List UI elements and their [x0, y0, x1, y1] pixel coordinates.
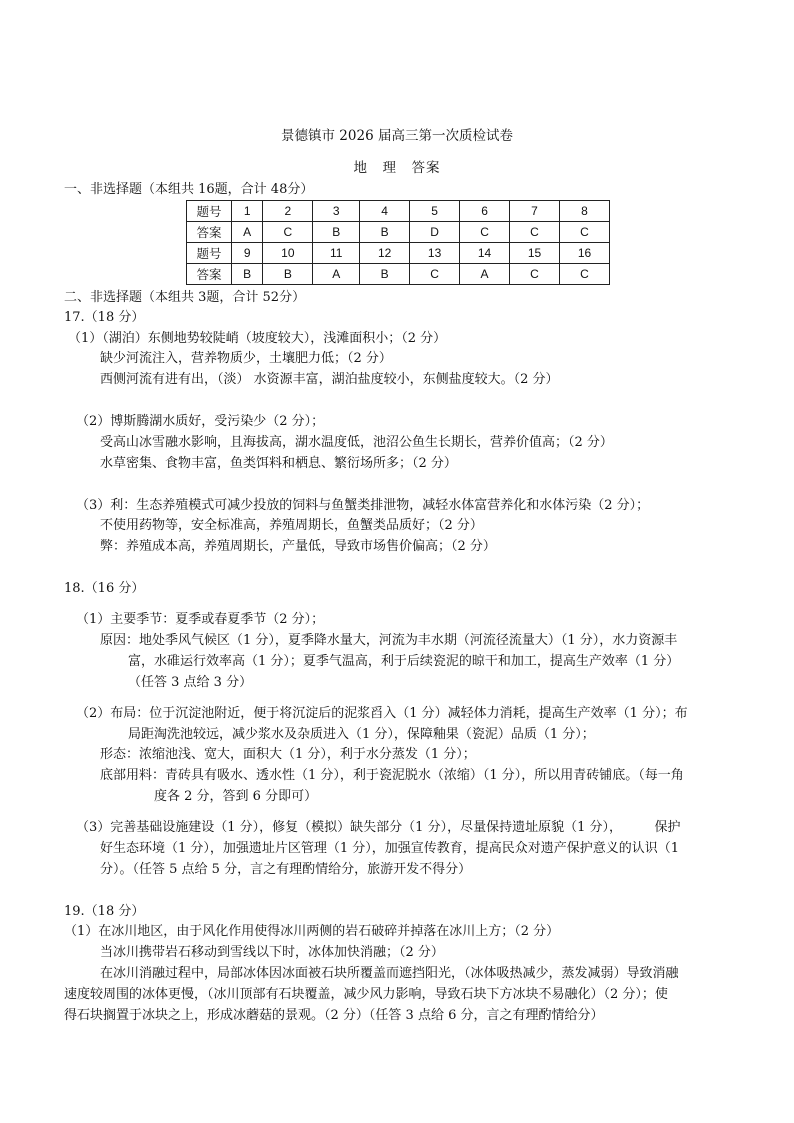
- table-cell: B: [232, 264, 263, 285]
- table-cell: A: [460, 264, 510, 285]
- q18-part1-line3: 富，水碓运行效率高（1 分）；夏季气温高，利于后续瓷泥的晾干和加工，提高生产效率（1 分）: [128, 654, 680, 669]
- table-cell: 2: [263, 201, 313, 222]
- table-cell: 13: [410, 243, 460, 264]
- q17-part1-line2: 缺少河流注入，营养物质少，土壤肥力低；（2 分）: [100, 351, 392, 366]
- q18-part2-line4: 底部用料：青砖具有吸水、透水性（1 分），利于瓷泥脱水（浓缩）（1 分），所以用青砖铺底。（每一角: [100, 768, 684, 783]
- table-cell: 5: [410, 201, 460, 222]
- table-cell: 8: [559, 201, 609, 222]
- q17-part3-line1: （3）利：生态养殖模式可减少投放的饲料与鱼蟹类排泄物，减轻水体富营养化和水体污染（2 分）；: [76, 498, 650, 513]
- table-cell: C: [559, 222, 609, 243]
- q17-part2-line3: 水草密集、食物丰富，鱼类饵料和栖息、繁衍场所多；（2 分）: [100, 456, 457, 471]
- table-header-answer: 答案: [187, 264, 232, 285]
- table-row-question-2: [187, 243, 610, 264]
- table-cell: B: [263, 264, 313, 285]
- table-cell: 6: [460, 201, 510, 222]
- table-header-answer: 答案: [187, 222, 232, 243]
- table-cell: 16: [559, 243, 609, 264]
- table-cell: B: [360, 222, 410, 243]
- q19-heading: 19.（18 分）: [64, 904, 145, 919]
- table-row-question-1: [187, 201, 610, 222]
- q17-part2-line1: （2）博斯腾湖水质好，受污染少（2 分）；: [76, 414, 325, 429]
- q17-part3-line3: 弊：养殖成本高，养殖周期长，产量低，导致市场售价偏高；（2 分）: [100, 539, 496, 554]
- table-row-answer-2: [187, 264, 610, 285]
- table-cell: D: [410, 222, 460, 243]
- table-cell: C: [460, 222, 510, 243]
- q18-part1-line2: 原因：地处季风气候区（1 分），夏季降水量大，河流为丰水期（河流径流量大）（1 分），水力资源丰: [100, 633, 678, 648]
- q19-part1-line2: 当冰川携带岩石移动到雪线以下时，冰体加快消融；（2 分）: [100, 945, 444, 960]
- q18-part2-line1: （2）布局：位于沉淀池附近，便于将沉淀后的泥浆舀入（1 分）减轻体力消耗，提高生产效率（1 分）；布: [76, 706, 688, 721]
- q17-part1-line3: 西侧河流有进有出，（淡） 水资源丰富，湖泊盐度较小，东侧盐度较大。（2 分）: [100, 372, 559, 387]
- table-cell: 1: [232, 201, 263, 222]
- q19-part1-line5: 得石块搁置于冰块之上，形成冰蘑菇的景观。（2 分）（任答 3 点给 6 分，言之有理酌情给分）: [64, 1008, 604, 1023]
- table-cell: 3: [313, 201, 360, 222]
- q18-part2-line3: 形态：浓缩池浅、宽大，面积大（1 分），利于水分蒸发（1 分）；: [100, 747, 476, 762]
- table-cell: 9: [232, 243, 263, 264]
- table-cell: C: [410, 264, 460, 285]
- table-cell: A: [232, 222, 263, 243]
- table-header-question: 题号: [187, 243, 232, 264]
- table-cell: 4: [360, 201, 410, 222]
- table-cell: 14: [460, 243, 510, 264]
- q17-part2-line2: 受高山冰雪融水影响，且海拔高，湖水温度低，池沼公鱼生长期长，营养价值高；（2 分）: [100, 435, 613, 450]
- q17-part1-line1: （1）（湖泊）东侧地势较陡峭（坡度较大），浅滩面积小；（2 分）: [68, 331, 447, 346]
- table-cell: 12: [360, 243, 410, 264]
- q19-part1-line4: 速度较周围的冰体更慢，（冰川顶部有石块覆盖，减少风力影响，导致石块下方冰块不易融化）（2 分）；使: [64, 987, 668, 1002]
- table-cell: 7: [510, 201, 560, 222]
- q18-part3-line2: 好生态环境（1 分），加强遗址片区管理（1 分），加强宣传教育，提高民众对遗产保护意义的认识（1: [100, 841, 680, 856]
- table-cell: C: [263, 222, 313, 243]
- q18-part3-line3: 分）。（任答 5 点给 5 分，言之有理酌情给分，旅游开发不得分）: [100, 862, 472, 877]
- q17-heading: 17.（18 分）: [64, 310, 145, 325]
- page-subtitle: 地 理 答案: [353, 160, 441, 176]
- table-row-answer-1: [187, 222, 610, 243]
- table-cell: B: [360, 264, 410, 285]
- table-cell: C: [510, 222, 560, 243]
- q18-part2-line2: 局距淘洗池较远，减少浆水及杂质进入（1 分），保障釉果（瓷泥）品质（1 分）；: [128, 727, 595, 742]
- q18-heading: 18.（16 分）: [64, 581, 145, 596]
- table-cell: A: [313, 264, 360, 285]
- table-cell: C: [559, 264, 609, 285]
- table-cell: B: [313, 222, 360, 243]
- section-2-heading: 二、非选择题（本组共 3题，合计 52分）: [64, 290, 306, 305]
- q18-part3-line1: （3）完善基础设施建设（1 分），修复（模拟）缺失部分（1 分），尽量保持遗址原貌（1 分）， 保护: [76, 820, 681, 835]
- q18-part1-line1: （1）主要季节：夏季或春夏季节（2 分）；: [76, 612, 325, 627]
- q18-part1-line4: （任答 3 点给 3 分）: [128, 675, 253, 690]
- page-title: 景德镇市 2026 届高三第一次质检试卷: [281, 128, 513, 144]
- table-cell: 11: [313, 243, 360, 264]
- q19-part1-line1: （1）在冰川地区，由于风化作用使得冰川两侧的岩石破碎并掉落在冰川上方；（2 分）: [64, 924, 560, 939]
- table-header-question: 题号: [187, 201, 232, 222]
- answer-table: [186, 200, 610, 285]
- table-cell: 15: [510, 243, 560, 264]
- q19-part1-line3: 在冰川消融过程中，局部冰体因冰面被石块所覆盖而遮挡阳光，（冰体吸热减少，蒸发减弱）导致消融: [100, 966, 679, 981]
- table-cell: 10: [263, 243, 313, 264]
- q18-part2-line5: 度各 2 分，答到 6 分即可）: [154, 789, 318, 804]
- table-cell: C: [510, 264, 560, 285]
- section-1-heading: 一、非选择题（本组共 16题，合计 48分）: [64, 182, 314, 197]
- q17-part3-line2: 不使用药物等，安全标准高，养殖周期长，鱼蟹类品质好；（2 分）: [100, 518, 483, 533]
